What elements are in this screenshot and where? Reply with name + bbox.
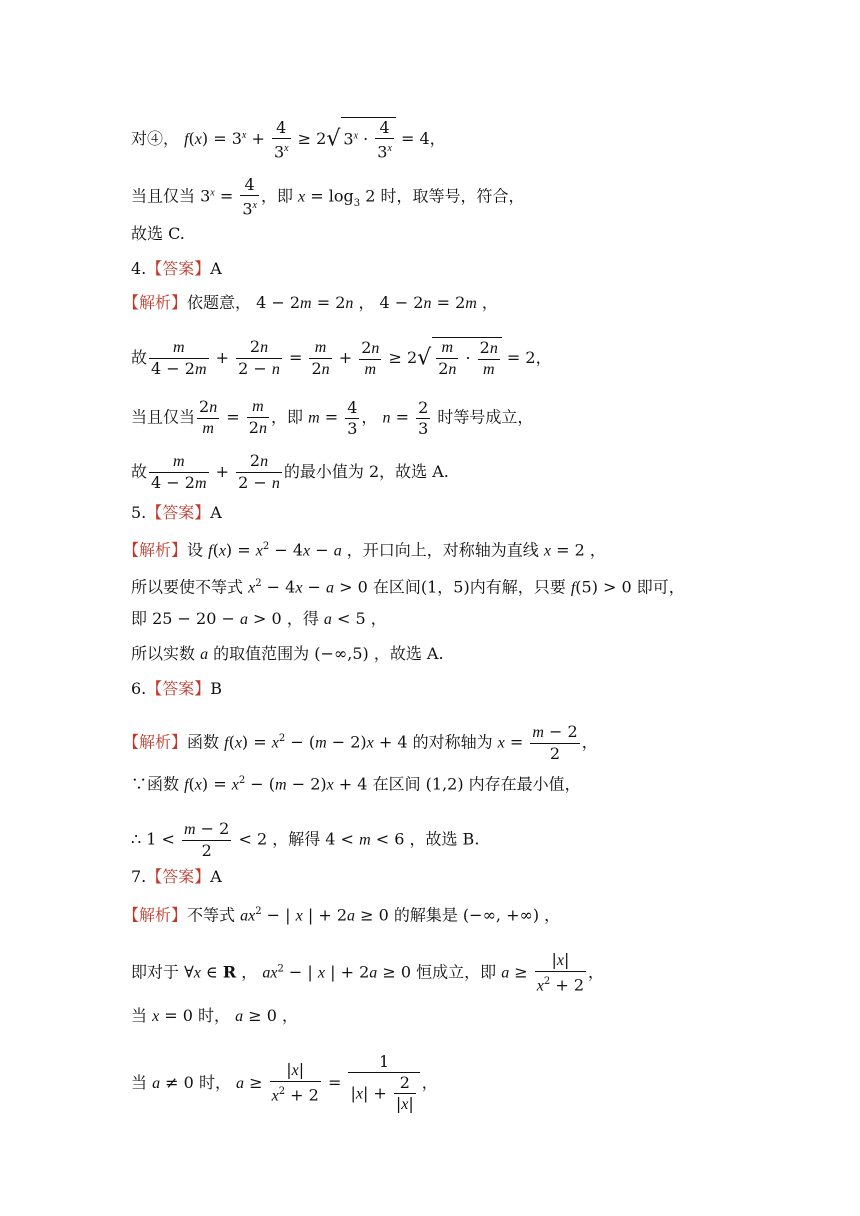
text-line: 所以实数 a 的取值范围为 (−∞,5) ，故选 A. <box>131 644 444 663</box>
answer-line: 5.【答案】A <box>131 503 222 522</box>
text-line: ∴ 1 < $\frac{m - 2}{2}$ < 2 ，解得 4 < m < 6 ，故选 B. <box>131 819 480 860</box>
text-line: 故选 C. <box>131 224 185 243</box>
text-line: 所以要使不等式 $x^2 - 4x - a > 0$ 在区间(1，5)内有解，只要 f(5) > 0 即可， <box>131 577 685 597</box>
text-line: 即对于 ∀x ∈ R ， $ax^2$ − | x | + 2a ≥ 0 恒成立，即 a ≥ $\frac{|x|}{x^2 + 2}$ ， <box>131 950 605 995</box>
analysis-line: 【解析】设 $f(x) = x^2 - 4x - a$ ，开口向上，对称轴为直线 x = 2 ， <box>123 540 606 560</box>
text-line: 故 $\frac{m}{4 - 2m}$ + $\frac{2n}{2 - n}$ 的最小值为 2，故选 A. <box>131 451 449 492</box>
text-line: 当且仅当 $\frac{2n}{m}$ = $\frac{m}{2n}$ ，即 m = $\frac{4}{3}$ ， n = $\frac{2}{3}$ 时等号成立， <box>131 397 534 438</box>
answer-line: 7.【答案】A <box>131 867 222 886</box>
text-line: 即 25 − 20 − a > 0 ，得 a < 5 ， <box>131 609 387 628</box>
analysis-line: 【解析】依题意， 4 − 2m = 2n ， 4 − 2n = 2m ， <box>123 293 498 312</box>
answer-line: 6.【答案】B <box>131 679 223 698</box>
text-line: 对④， $f(x) = 3^x$ + $\frac{4}{3^x}$ ≥ 2√ $3^x$ · $\frac{4}{3^x}$ = 4， <box>131 117 446 162</box>
text-line: 当且仅当 $3^x$ = $\frac{4}{3^x}$ ，即 $x = \log_3 2$ 时，取等号，符合， <box>131 175 525 219</box>
analysis-line: 【解析】不等式 $ax^2$ − | x | + 2a ≥ 0 的解集是 (−∞, +∞) ， <box>123 905 561 925</box>
analysis-line: 【解析】函数 $f(x) = x^2 - (m - 2)x + 4$ 的对称轴为 x = $\frac{m - 2}{2}$ ， <box>123 722 598 763</box>
text-line: 当 a ≠ 0 时， a ≥ $\frac{|x|}{x^2 + 2}$ = 1 |x| + $\frac{2}{|x|}$ ， <box>131 1052 438 1113</box>
text-line: 当 x = 0 时， a ≥ 0 ， <box>131 1006 298 1025</box>
text-line: ∵函数 $f(x) = x^2 - (m - 2)x + 4$ 在区间 (1,2) 内存在最小值， <box>131 774 581 794</box>
text-line: 故 $\frac{m}{4 - 2m}$ + $\frac{2n}{2 - n}$ = $\frac{m}{2n}$ + $\frac{2n}{m}$ ≥ 2√ $\frac{m}{2n}$ · $\frac{2n}{m}$ = 2， <box>131 337 552 378</box>
answer-line: 4.【答案】A <box>131 259 222 278</box>
